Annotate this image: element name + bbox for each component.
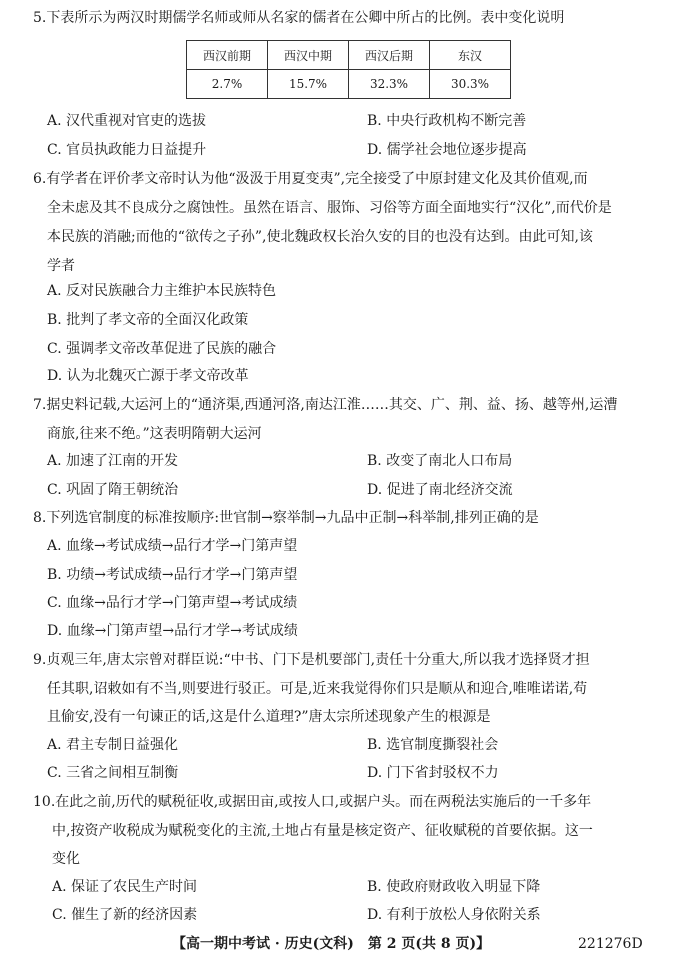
q7-option-b[interactable]: B. 改变了南北人口布局 bbox=[367, 453, 513, 469]
table-header: 西汉中期 bbox=[268, 41, 349, 70]
q9-option-d[interactable]: D. 门下省封驳权不力 bbox=[367, 765, 499, 781]
table-cell: 2.7% bbox=[187, 70, 268, 99]
table-cell: 30.3% bbox=[430, 70, 511, 99]
q6-option-c[interactable]: C. 强调孝文帝改革促进了民族的融合 bbox=[47, 341, 277, 357]
q5-table bbox=[186, 40, 511, 99]
q6-stem-line: 全未虑及其不良成分之腐蚀性。虽然在语言、服饰、习俗等方面全面地实行“汉化”,而代价是 bbox=[47, 200, 612, 216]
q10-stem-line: 变化 bbox=[52, 851, 80, 867]
table-row bbox=[187, 41, 511, 70]
q7-option-c[interactable]: C. 巩固了隋王朝统治 bbox=[47, 482, 179, 498]
q7-option-a[interactable]: A. 加速了江南的开发 bbox=[47, 453, 179, 469]
q10-option-b[interactable]: B. 使政府财政收入明显下降 bbox=[367, 879, 541, 895]
q5-stem: 5.下表所示为两汉时期儒学名师或师从名家的儒者在公卿中所占的比例。表中变化说明 bbox=[33, 10, 565, 26]
q6-option-a[interactable]: A. 反对民族融合力主维护本民族特色 bbox=[47, 283, 277, 299]
q5-option-c[interactable]: C. 官员执政能力日益提升 bbox=[47, 142, 207, 158]
q9-option-c[interactable]: C. 三省之间相互制衡 bbox=[47, 765, 179, 781]
q9-stem-line: 任其职,诏敕如有不当,则要进行驳正。可是,近来我觉得你们只是顺从和迎合,唯唯诺诺,苟 bbox=[47, 681, 588, 697]
q8-stem: 8.下列选官制度的标准按顺序:世官制→察举制→九品中正制→科举制,排列正确的是 bbox=[33, 510, 539, 526]
page-footer: 【高一期中考试 · 历史(文科) 第 2 页(共 8 页)】 bbox=[172, 936, 491, 952]
q5-option-d[interactable]: D. 儒学社会地位逐步提高 bbox=[367, 142, 527, 158]
table-cell: 32.3% bbox=[349, 70, 430, 99]
exam-code: 221276D bbox=[578, 936, 643, 952]
q8-option-a[interactable]: A. 血缘→考试成绩→品行才学→门第声望 bbox=[47, 538, 298, 554]
q8-option-d[interactable]: D. 血缘→门第声望→品行才学→考试成绩 bbox=[47, 623, 298, 639]
q7-option-d[interactable]: D. 促进了南北经济交流 bbox=[367, 482, 513, 498]
q10-option-a[interactable]: A. 保证了农民生产时间 bbox=[52, 879, 198, 895]
table-header: 西汉前期 bbox=[187, 41, 268, 70]
q6-stem-line: 学者 bbox=[47, 258, 75, 274]
q9-option-a[interactable]: A. 君主专制日益强化 bbox=[47, 737, 179, 753]
table-cell: 15.7% bbox=[268, 70, 349, 99]
q9-option-b[interactable]: B. 选官制度撕裂社会 bbox=[367, 737, 499, 753]
table-header: 东汉 bbox=[430, 41, 511, 70]
q6-stem-line: 本民族的消融;而他的“欲传之子孙”,使北魏政权长治久安的目的也没有达到。由此可知,该 bbox=[47, 229, 593, 245]
q10-stem-line: 中,按资产收税成为赋税变化的主流,土地占有量是核定资产、征收赋税的首要依据。这一 bbox=[52, 823, 593, 839]
q6-stem-line: 6.有学者在评价孝文帝时认为他“汲汲于用夏变夷”,完全接受了中原封建文化及其价值观,而 bbox=[33, 171, 588, 187]
q10-stem-line: 10.在此之前,历代的赋税征收,或据田亩,或按人口,或据户头。而在两税法实施后的一千多年 bbox=[33, 794, 592, 810]
q9-stem-line: 9.贞观三年,唐太宗曾对群臣说:“中书、门下是机要部门,责任十分重大,所以我才选择贤才担 bbox=[33, 652, 590, 668]
q10-option-c[interactable]: C. 催生了新的经济因素 bbox=[52, 907, 198, 923]
table-row bbox=[187, 70, 511, 99]
q6-option-d[interactable]: D. 认为北魏灭亡源于孝文帝改革 bbox=[47, 368, 249, 384]
q5-option-b[interactable]: B. 中央行政机构不断完善 bbox=[367, 113, 527, 129]
table-header: 西汉后期 bbox=[349, 41, 430, 70]
q8-option-c[interactable]: C. 血缘→品行才学→门第声望→考试成绩 bbox=[47, 595, 298, 611]
q7-stem-line: 商旅,往来不绝。”这表明隋朝大运河 bbox=[47, 426, 262, 442]
q7-stem-line: 7.据史料记载,大运河上的“通济渠,西通河洛,南达江淮……其交、广、荆、益、扬、越等州,运漕 bbox=[33, 397, 618, 413]
q10-option-d[interactable]: D. 有利于放松人身依附关系 bbox=[367, 907, 541, 923]
q6-option-b[interactable]: B. 批判了孝文帝的全面汉化政策 bbox=[47, 312, 249, 328]
q5-option-a[interactable]: A. 汉代重视对官吏的选拔 bbox=[47, 113, 207, 129]
q9-stem-line: 且偷安,没有一句谏正的话,这是什么道理?”唐太宗所述现象产生的根源是 bbox=[47, 709, 491, 725]
q8-option-b[interactable]: B. 功绩→考试成绩→品行才学→门第声望 bbox=[47, 567, 298, 583]
